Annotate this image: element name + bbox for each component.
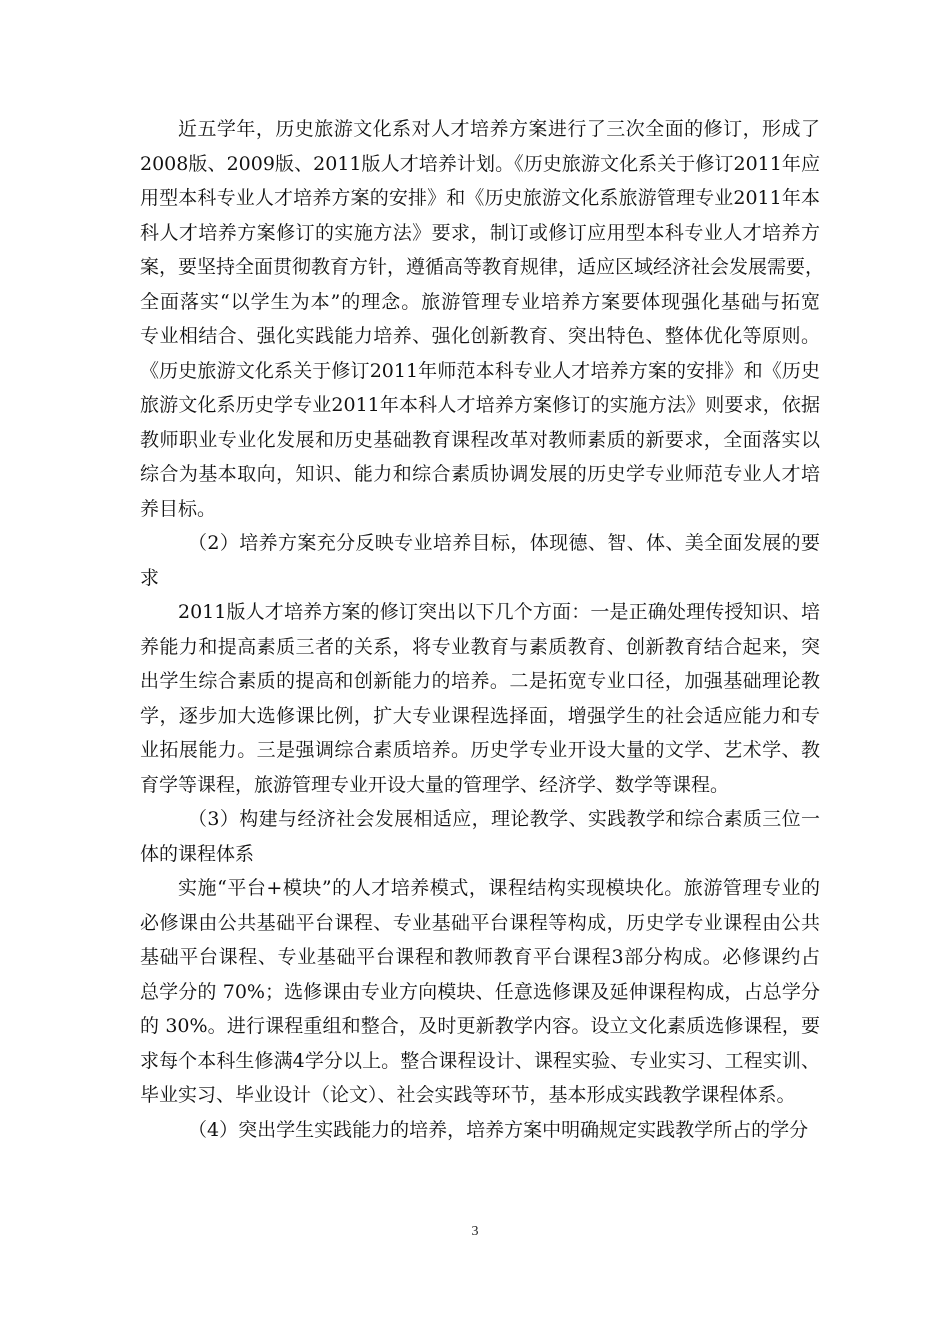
text-line: 教师职业专业化发展和历史基础教育课程改革对教师素质的新要求，全面落实以 (140, 428, 820, 451)
text-line: 用型本科专业人才培养方案的安排》和《历史旅游文化系旅游管理专业2011年本 (140, 187, 820, 209)
heading-line: 体的课程体系 (140, 842, 255, 865)
heading-line: 求 (140, 566, 160, 589)
text-line: 2008版、2009版、2011版人才培养计划。《历史旅游文化系关于修订2011年应 (140, 152, 820, 175)
text-line: 养目标。 (140, 497, 217, 520)
text-line: 全面落实“以学生为本”的理念。旅游管理专业培养方案要体现强化基础与拓宽 (140, 290, 820, 313)
paragraph-revision-history (140, 112, 825, 526)
text-line: 出学生综合素质的提高和创新能力的培养。二是拓宽专业口径，加强基础理论教 (140, 670, 820, 692)
text-line: 科人才培养方案修订的实施方法》要求，制订或修订应用型本科专业人才培养方 (140, 221, 820, 244)
text-line: 育学等课程，旅游管理专业开设大量的管理学、经济学、数学等课程。 (140, 773, 730, 796)
section-heading-4 (140, 1113, 820, 1148)
text-line: 案，要坚持全面贯彻教育方针，遵循高等教育规律，适应区域经济社会发展需要， (140, 256, 825, 278)
text-line: 旅游文化系历史学专业2011年本科人才培养方案修订的实施方法》则要求，依据 (140, 394, 820, 416)
text-line: 《历史旅游文化系关于修订2011年师范本科专业人才培养方案的安排》和《历史 (140, 359, 820, 382)
heading-line: （2）培养方案充分反映专业培养目标，体现德、智、体、美全面发展的要 (188, 532, 820, 554)
text-line: 专业相结合、强化实践能力培养、强化创新教育、突出特色、整体优化等原则。 (140, 325, 820, 347)
text-line: 养能力和提高素质三者的关系，将专业教育与素质教育、创新教育结合起来，突 (140, 635, 820, 658)
text-line: 的 30%。进行课程重组和整合，及时更新教学内容。设立文化素质选修课程，要 (140, 1015, 820, 1037)
section-heading-3 (140, 802, 820, 871)
text-line: 毕业实习、毕业设计（论文）、社会实践等环节，基本形成实践教学课程体系。 (140, 1084, 796, 1106)
text-line: 近五学年，历史旅游文化系对人才培养方案进行了三次全面的修订，形成了 (178, 118, 820, 140)
heading-line: （3）构建与经济社会发展相适应，理论教学、实践教学和综合素质三位一 (188, 808, 820, 830)
heading-line: （4）突出学生实践能力的培养，培养方案中明确规定实践教学所占的学分 (188, 1118, 809, 1141)
page-number: 3 (471, 1224, 479, 1239)
section-heading-2 (140, 526, 820, 595)
document-body (140, 112, 825, 1147)
text-line: 2011版人才培养方案的修订突出以下几个方面：一是正确处理传授知识、培 (178, 601, 820, 623)
text-line: 业拓展能力。三是强调综合素质培养。历史学专业开设大量的文学、艺术学、教 (140, 739, 820, 761)
text-line: 实施“平台+模块”的人才培养模式，课程结构实现模块化。旅游管理专业的 (178, 877, 820, 899)
paragraph-curriculum-structure (140, 871, 820, 1113)
text-line: 求每个本科生修满4学分以上。整合课程设计、课程实验、专业实习、工程实训、 (140, 1049, 820, 1072)
text-line: 总学分的 70%；选修课由专业方向模块、任意选修课及延伸课程构成，占总学分 (140, 980, 820, 1003)
paragraph-2011-revision (140, 595, 820, 802)
text-line: 综合为基本取向，知识、能力和综合素质协调发展的历史学专业师范专业人才培 (140, 463, 820, 485)
text-line: 学，逐步加大选修课比例，扩大专业课程选择面，增强学生的社会适应能力和专 (140, 704, 820, 727)
text-line: 必修课由公共基础平台课程、专业基础平台课程等构成，历史学专业课程由公共 (140, 911, 820, 934)
text-line: 基础平台课程、专业基础平台课程和教师教育平台课程3部分构成。必修课约占 (140, 946, 820, 968)
